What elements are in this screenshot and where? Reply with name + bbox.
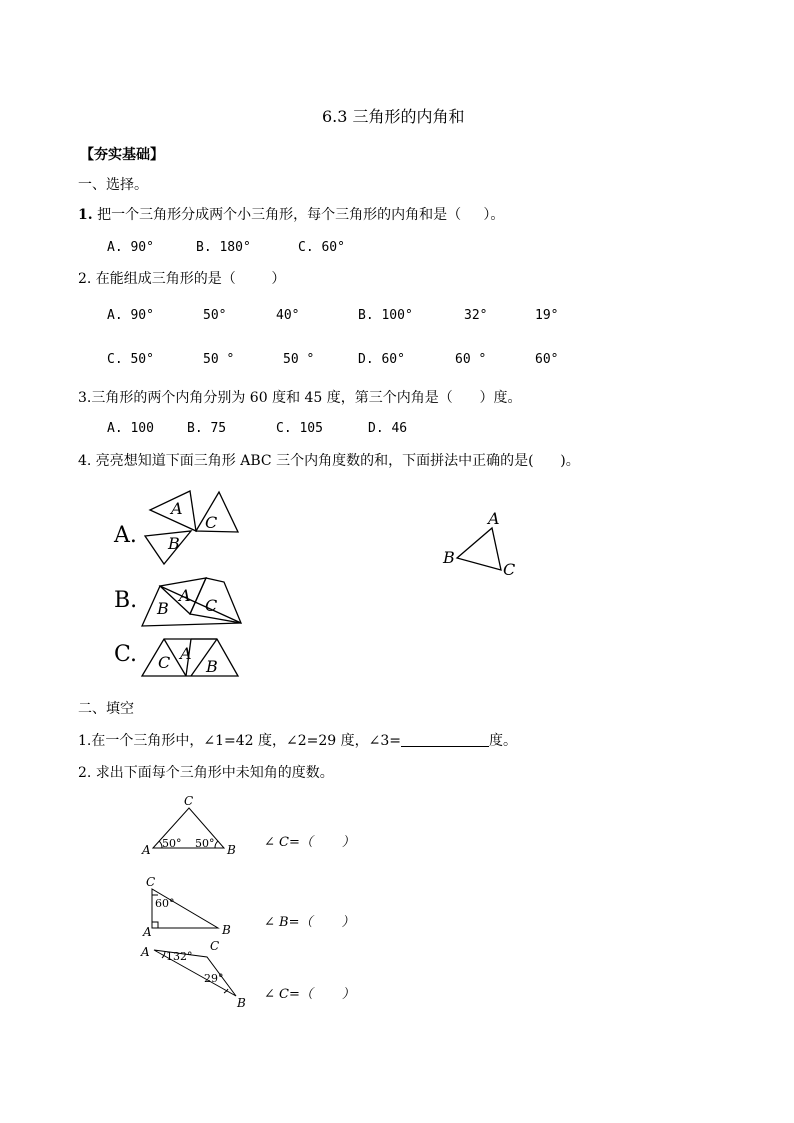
question-3: 3.三角形的两个内角分别为 60 度和 45 度，第三个内角是（ ）度。 [78,390,522,406]
choice-a-label: A. [114,523,137,548]
svg-text:C: C [184,794,194,808]
tri1-answer[interactable]: ∠ C=（ ） [264,835,355,850]
vertex-b-label: B [443,548,455,567]
piece-b-label: B [168,534,180,553]
q2-row2-d: D. 60° [358,352,405,367]
tri1-angle-a: 50° [162,837,182,850]
tri3-angle-a: 132° [166,950,193,963]
answer-blank[interactable] [401,732,489,747]
choice-c-label: C. [114,642,138,667]
q1-option-b: B. 180° [196,240,251,255]
tri3-answer[interactable]: ∠ C=（ ） [264,987,355,1002]
q2-row2-c2: 50 ° [203,352,235,367]
tri1-angle-b: 50° [195,837,215,850]
piece-c-label: C [158,653,171,672]
angle-figures [0,790,794,1020]
q1-option-c: C. 60° [298,240,345,255]
fill-question-2: 2. 求出下面每个三角形中未知角的度数。 [78,765,334,781]
q3-option-b: B. 75 [187,421,227,436]
tri2-angle-c: 60° [155,897,175,910]
choice-b-label: B. [114,588,138,613]
reference-triangle [457,528,501,570]
piece-c-label: C [205,596,218,615]
tri3-angle-b: 29° [204,972,224,985]
page-title: 6.3 三角形的内角和 [322,107,465,126]
q2-row1-a: A. 90° [107,308,154,323]
piece-b-label: B [157,599,169,618]
q2-row1-b: B. 100° [358,308,413,323]
q1-option-a: A. 90° [107,240,154,255]
q2-row2-c3: 50 ° [283,352,315,367]
piece-a-label: A [179,586,191,605]
vertex-c-label: C [503,560,516,579]
q2-row1-b3: 19° [535,308,559,323]
q2-row1-a2: 50° [203,308,227,323]
piece-a-label: A [171,499,183,518]
svg-text:C: C [210,939,220,953]
q3-option-c: C. 105 [276,421,323,436]
q4-figure [0,470,794,710]
question-1-text: 把一个三角形分成两个小三角形，每个三角形的内角和是（ ）。 [92,207,505,223]
q2-row2-d3: 60° [535,352,559,367]
fill-question-1 [78,732,517,750]
q3-option-d: D. 46 [368,421,408,436]
question-2: 2. 在能组成三角形的是（ ） [78,271,286,287]
fill-question-1-text: 1.在一个三角形中，∠1=42 度，∠2=29 度，∠3= [78,733,401,749]
svg-text:B: B [222,923,231,937]
question-4: 4. 亮亮想知道下面三角形 ABC 三个内角度数的和，下面拼法中正确的是( )。 [78,453,580,469]
piece-a-label: A [180,644,192,663]
svg-text:A: A [143,925,152,939]
q2-row2-c: C. 50° [107,352,154,367]
tri2-answer[interactable]: ∠ B=（ ） [264,915,355,930]
svg-text:C: C [146,875,156,889]
svg-text:A: A [142,843,151,857]
svg-text:B: B [227,843,236,857]
section-tag: 【夯实基础】 [80,147,164,163]
part2-heading: 二、填空 [78,701,134,717]
svg-text:A: A [141,945,150,959]
svg-text:B: B [237,996,246,1010]
fill-question-1-unit: 度。 [489,733,517,749]
piece-c-label: C [205,513,218,532]
vertex-a-label: A [488,509,500,528]
q2-row1-a3: 40° [276,308,300,323]
q2-row2-d2: 60 ° [455,352,487,367]
question-1-number: 1. [78,207,93,223]
q2-row1-b2: 32° [464,308,488,323]
question-1 [78,206,504,224]
part1-heading: 一、选择。 [78,177,148,193]
piece-b-label: B [206,657,218,676]
q3-option-a: A. 100 [107,421,154,436]
